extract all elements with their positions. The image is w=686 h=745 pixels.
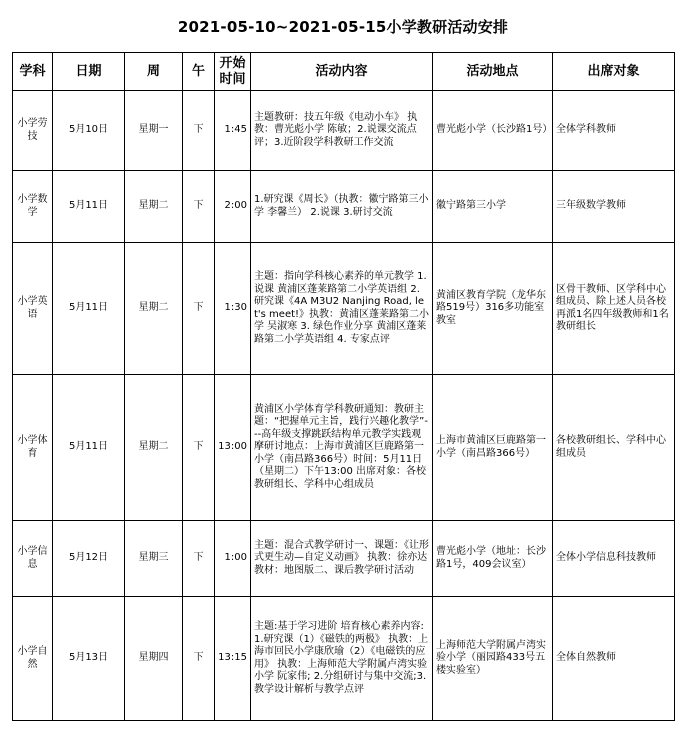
- cell-date: 5月10日: [53, 91, 125, 171]
- header-date: 日期: [53, 53, 125, 91]
- cell-weekday: 星期四: [125, 597, 183, 721]
- cell-subject: 小学信息: [13, 521, 53, 597]
- header-attendees: 出席对象: [553, 53, 675, 91]
- page-title: 2021-05-10~2021-05-15小学教研活动安排: [177, 18, 509, 36]
- schedule-table: [12, 52, 675, 721]
- cell-content: 主题：混合式教学研讨一、课题：《让形式更生动—自定义动画》 执教：徐亦达 教材：地图版二、课后教学研讨活动: [251, 521, 433, 597]
- cell-location: 上海市黄浦区巨鹿路第一小学（南昌路366号）: [433, 375, 553, 521]
- table-row: [13, 597, 675, 721]
- cell-location: 徽宁路第三小学: [433, 171, 553, 243]
- cell-content: 主题：指向学科核心素养的单元教学 1. 说课 黄浦区蓬莱路第二小学英语组 2. 研究课《4A M3U2 Nanjing Road, let's meet!》执教：黄浦区蓬莱路第二小学 吴淑寒 3. 绿色作业分享 黄浦区蓬莱路第二小学英语组 4. 专家点评: [251, 243, 433, 375]
- cell-time: 1:45: [215, 91, 251, 171]
- table-row: [13, 171, 675, 243]
- cell-location: 曹光彪小学（长沙路1号）: [433, 91, 553, 171]
- cell-location: 黄浦区教育学院（龙华东路519号）316多功能室教室: [433, 243, 553, 375]
- cell-attendees: 区骨干教师、区学科中心组成员、除上述人员各校再派1名四年级教师和1名教研组长: [553, 243, 675, 375]
- cell-weekday: 星期二: [125, 375, 183, 521]
- cell-location: 曹光彪小学（地址：长沙路1号，409会议室）: [433, 521, 553, 597]
- cell-date: 5月13日: [53, 597, 125, 721]
- header-period: 午: [183, 53, 215, 91]
- cell-subject: 小学英语: [13, 243, 53, 375]
- table-row: [13, 521, 675, 597]
- cell-subject: 小学数学: [13, 171, 53, 243]
- cell-content: 主题:基于学习进阶 培育核心素养内容:1.研究课（1）《磁铁的两极》 执教：上海市回民小学康欣瑜（2）《电磁铁的应用》 执教：上海师范大学附属卢湾实验小学 阮家伟; 2.分组研讨与集中交流;3.教学设计解析与教学点评: [251, 597, 433, 721]
- header-weekday: 周: [125, 53, 183, 91]
- cell-attendees: 全体小学信息科技教师: [553, 521, 675, 597]
- cell-attendees: 各校教研组长、学科中心组成员: [553, 375, 675, 521]
- cell-subject: 小学自然: [13, 597, 53, 721]
- cell-attendees: 全体学科教师: [553, 91, 675, 171]
- cell-time: 1:30: [215, 243, 251, 375]
- cell-content: 1.研究课《周长》（执教：徽宁路第三小学 李馨兰） 2.说课 3.研讨交流: [251, 171, 433, 243]
- cell-date: 5月11日: [53, 375, 125, 521]
- cell-time: 13:00: [215, 375, 251, 521]
- cell-location: 上海师范大学附属卢湾实验小学（丽园路433号五楼实验室）: [433, 597, 553, 721]
- cell-period: 下: [183, 243, 215, 375]
- cell-period: 下: [183, 597, 215, 721]
- header-start-time: 开始时间: [215, 53, 251, 91]
- cell-date: 5月11日: [53, 171, 125, 243]
- cell-content: 主题教研：技五年级《电动小车》 执教：曹光彪小学 陈敏；2.说课交流点评；3.近阶段学科教研工作交流: [251, 91, 433, 171]
- table-header-row: [13, 53, 675, 91]
- header-content: 活动内容: [251, 53, 433, 91]
- cell-subject: 小学体育: [13, 375, 53, 521]
- table-row: [13, 375, 675, 521]
- cell-date: 5月12日: [53, 521, 125, 597]
- cell-weekday: 星期二: [125, 243, 183, 375]
- cell-weekday: 星期三: [125, 521, 183, 597]
- cell-weekday: 星期二: [125, 171, 183, 243]
- cell-date: 5月11日: [53, 243, 125, 375]
- cell-content: 黄浦区小学体育学科教研通知：教研主题：“把握单元主旨，践行兴趣化教学”---高年级支撑跳跃结构单元教学实践观摩研讨地点：上海市黄浦区巨鹿路第一小学（南昌路366号）时间：5月11日（星期二）下午13:00 出席对象：各校教研组长、学科中心组成员: [251, 375, 433, 521]
- table-row: [13, 243, 675, 375]
- cell-weekday: 星期一: [125, 91, 183, 171]
- cell-period: 下: [183, 521, 215, 597]
- header-location: 活动地点: [433, 53, 553, 91]
- cell-period: 下: [183, 375, 215, 521]
- cell-time: 13:15: [215, 597, 251, 721]
- cell-time: 1:00: [215, 521, 251, 597]
- cell-attendees: 三年级数学教师: [553, 171, 675, 243]
- cell-attendees: 全体自然教师: [553, 597, 675, 721]
- cell-period: 下: [183, 171, 215, 243]
- header-subject: 学科: [13, 53, 53, 91]
- table-row: [13, 91, 675, 171]
- cell-time: 2:00: [215, 171, 251, 243]
- cell-subject: 小学劳技: [13, 91, 53, 171]
- cell-period: 下: [183, 91, 215, 171]
